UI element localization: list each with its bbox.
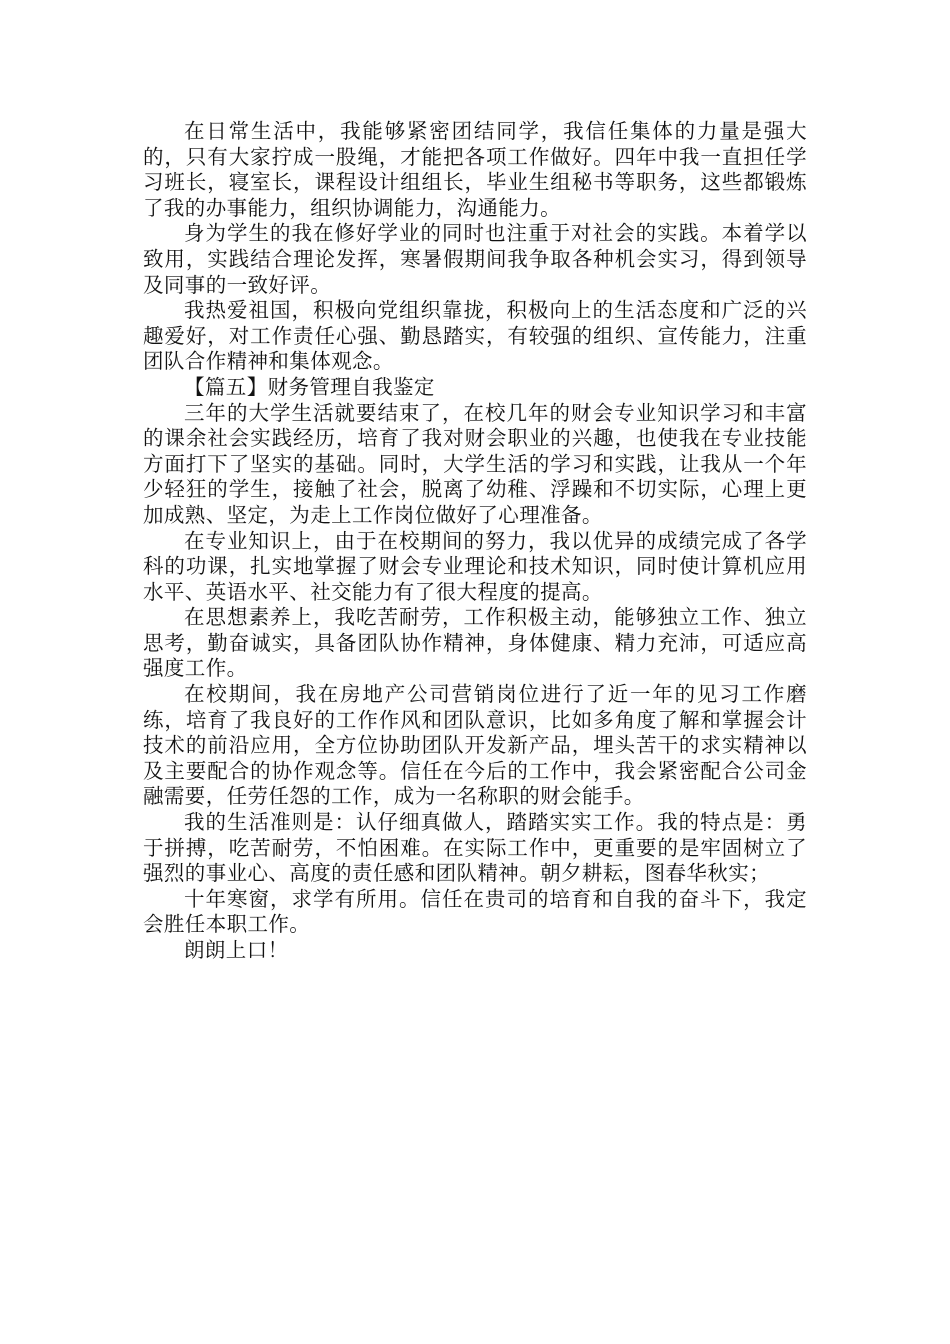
paragraph-social-practice: 身为学生的我在修好学业的同时也注重于对社会的实践。本着学以致用，实践结合理论发挥，寒暑假期间我争取各种机会实习，得到领导及同事的一致好评。 <box>143 221 807 297</box>
paragraph-closing: 朗朗上口！ <box>184 938 289 962</box>
paragraph-daily-life: 在日常生活中，我能够紧密团结同学，我信任集体的力量是强大的，只有大家拧成一股绳，才能把各项工作做好。四年中我一直担任学习班长，寝室长，课程设计组组长，毕业生组秘书等职务，这些都锻炼了我的办事能力，组织协调能力，沟通能力。 <box>143 119 807 220</box>
paragraph-conclusion: 十年寒窗，求学有所用。信任在贵司的培育和自我的奋斗下，我定会胜任本职工作。 <box>143 886 807 937</box>
paragraph-university-life: 三年的大学生活就要结束了，在校几年的财会专业知识学习和丰富的课余社会实践经历，培育了我对财会职业的兴趣，也使我在专业技能方面打下了坚实的基础。同时，大学生活的学习和实践，让我从一个年少轻狂的学生，接触了社会，脱离了幼稚、浮躁和不切实际，心理上更加成熟、坚定，为走上工作岗位做好了心理准备。 <box>143 400 807 527</box>
document-body <box>143 119 807 964</box>
paragraph-professional-knowledge: 在专业知识上，由于在校期间的努力，我以优异的成绩完成了各学科的功课，扎实地掌握了财会专业理论和技术知识，同时使计算机应用水平、英语水平、社交能力有了很大程度的提高。 <box>143 528 807 604</box>
paragraph-ideological-quality: 在思想素养上，我吃苦耐劳，工作积极主动，能够独立工作、独立思考，勤奋诚实，具备团队协作精神，身体健康、精力充沛，可适应高强度工作。 <box>143 605 807 681</box>
paragraph-life-principles: 我的生活准则是：认仔细真做人，踏踏实实工作。我的特点是：勇于拼搏，吃苦耐劳，不怕困难。在实际工作中，更重要的是牢固树立了强烈的事业心、高度的责任感和团队精神。朝夕耕耘，图春华秋实； <box>143 810 807 886</box>
section-heading: 【篇五】财务管理自我鉴定 <box>184 374 435 399</box>
paragraph-patriotism: 我热爱祖国，积极向党组织靠拢，积极向上的生活态度和广泛的兴趣爱好，对工作责任心强、勤恳踏实，有较强的组织、宣传能力，注重团队合作精神和集体观念。 <box>143 298 807 374</box>
paragraph-internship: 在校期间，我在房地产公司营销岗位进行了近一年的见习工作磨练，培育了我良好的工作作风和团队意识，比如多角度了解和掌握会计技术的前沿应用，全方位协助团队开发新产品，埋头苦干的求实精神以及主要配合的协作观念等。信任在今后的工作中，我会紧密配合公司金融需要，任劳任怨的工作，成为一名称职的财会能手。 <box>143 682 807 809</box>
